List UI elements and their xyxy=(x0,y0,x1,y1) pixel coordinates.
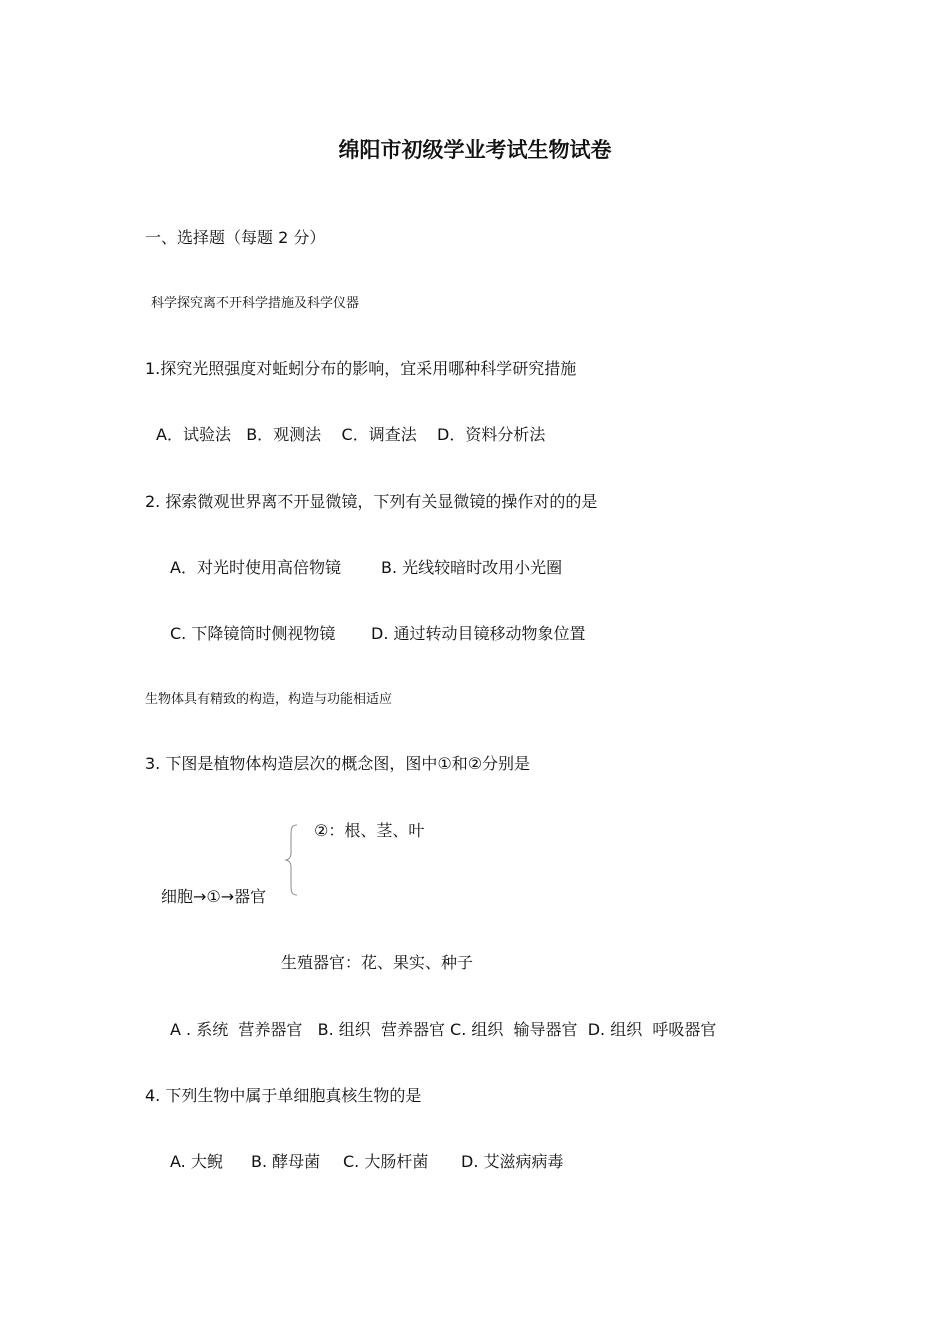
question-2-option-c: C. 下降镜筒时侧视物镜 xyxy=(170,624,336,643)
page-title: 绵阳市初级学业考试生物试卷 xyxy=(338,138,612,162)
question-1-options: A．试验法 B．观测法 C．调查法 D．资料分析法 xyxy=(156,425,546,444)
question-4-option-a: A. 大鲵 xyxy=(170,1152,223,1171)
question-2-option-b: B. 光线较暗时改用小光圈 xyxy=(381,558,563,577)
diagram-label-reproductive: 生殖器官：花、果实、种子 xyxy=(281,953,474,972)
diagram-label-vegetative: ②：根、茎、叶 xyxy=(314,821,425,840)
question-4-option-b: B. 酵母菌 xyxy=(251,1152,321,1171)
section-heading: 一、选择题（每题 2 分） xyxy=(145,228,326,247)
question-2-stem: 2. 探索微观世界离不开显微镜，下列有关显微镜的操作对的的是 xyxy=(145,492,598,511)
curly-brace-icon xyxy=(283,823,301,897)
question-2-option-a: A．对光时使用高倍物镜 xyxy=(170,558,341,577)
question-4-option-c: C. 大肠杆菌 xyxy=(343,1152,429,1171)
question-2-option-d: D. 通过转动目镜移动物象位置 xyxy=(371,624,586,643)
topic-heading: 生物体具有精致的构造，构造与功能相适应 xyxy=(145,692,393,707)
question-4-stem: 4. 下列生物中属于单细胞真核生物的是 xyxy=(145,1086,422,1105)
question-1-stem: 1.探究光照强度对蚯蚓分布的影响，宜采用哪种科学研究措施 xyxy=(145,359,577,378)
question-4-option-d: D. 艾滋病病毒 xyxy=(461,1152,564,1171)
question-3-stem: 3. 下图是植物体构造层次的概念图，图中①和②分别是 xyxy=(145,754,531,773)
topic-heading: 科学探究离不开科学措施及科学仪器 xyxy=(151,296,360,311)
diagram-label-chain: 细胞→①→器官 xyxy=(161,887,267,906)
question-3-options: A . 系统 营养器官 B. 组织 营养器官 C. 组织 输导器官 D. 组织 呼吸器官 xyxy=(170,1020,717,1039)
